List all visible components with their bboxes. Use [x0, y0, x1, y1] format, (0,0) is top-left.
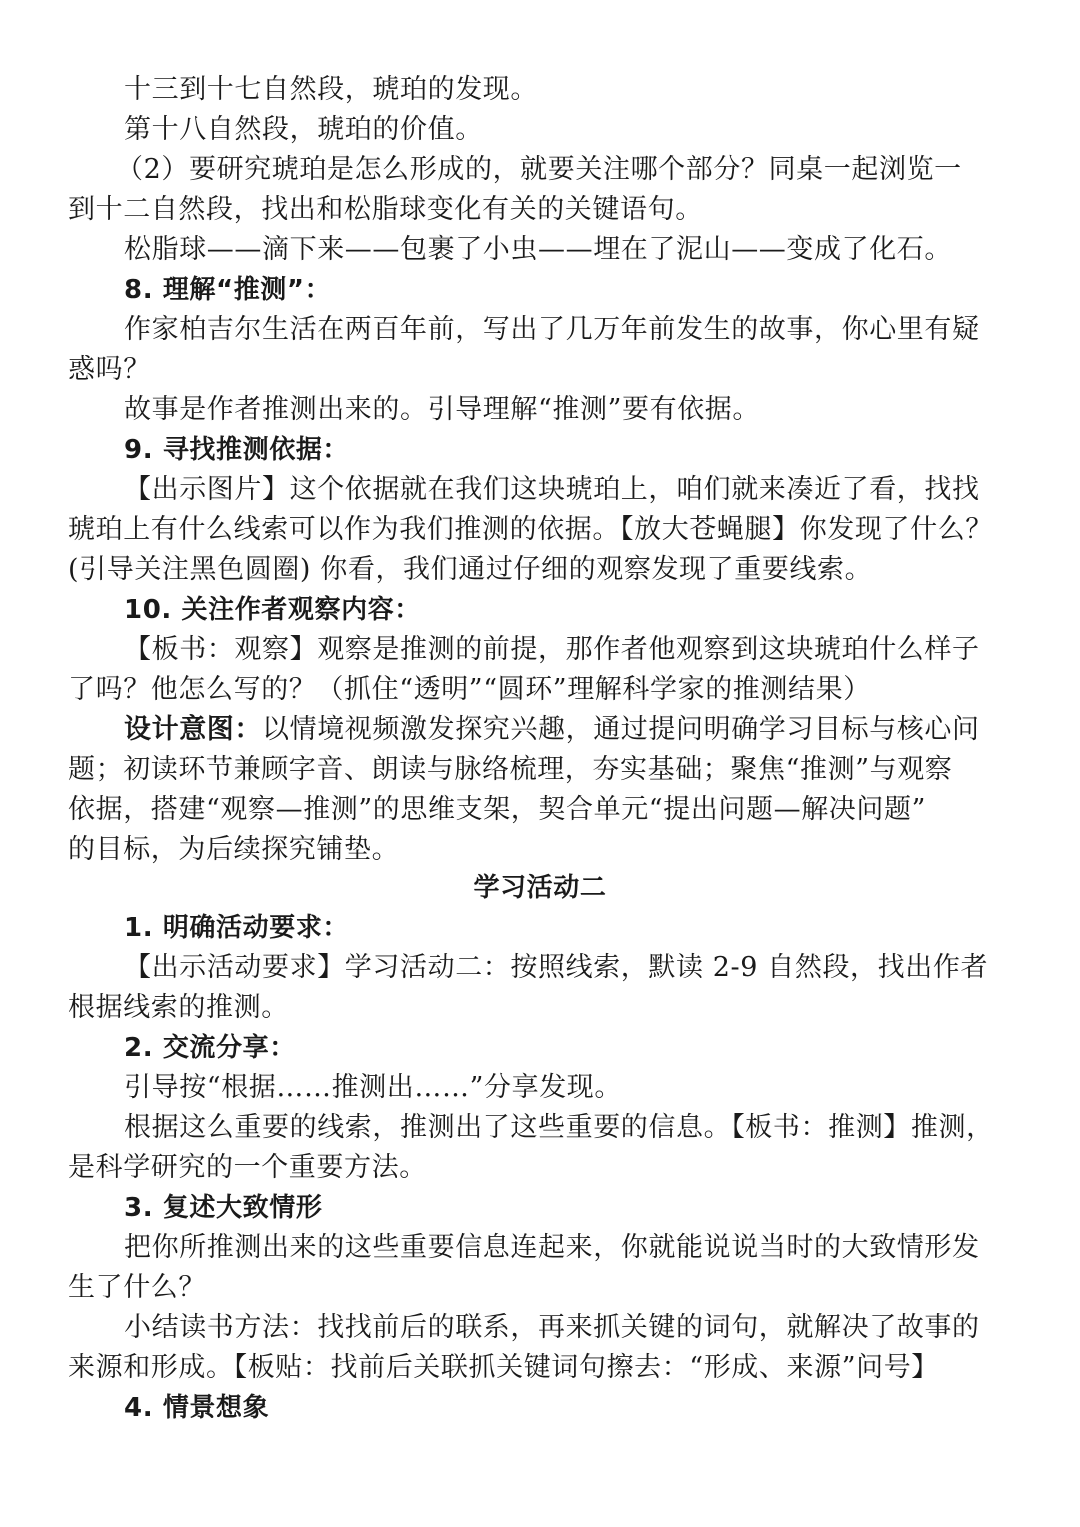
text-line: 把你所推测出来的这些重要信息连起来，你就能说说当时的大致情形发	[124, 1232, 980, 1263]
text-line: 松脂球——滴下来——包裹了小虫——埋在了泥山——变成了化石。	[124, 234, 952, 265]
text-line: 的目标，为后续探究铺垫。	[68, 834, 400, 865]
text-line: 作家柏吉尔生活在两百年前，写出了几万年前发生的故事，你心里有疑	[124, 314, 980, 345]
design-intent-line	[124, 710, 1024, 750]
text-line: 第十八自然段，琥珀的价值。	[124, 114, 483, 145]
design-intent-text: 以情境视频激发探究兴趣，通过提问明确学习目标与核心问	[262, 714, 980, 745]
text-line: （2）要研究琥珀是怎么形成的，就要关注哪个部分？同桌一起浏览一	[116, 154, 962, 185]
text-line: 【出示图片】这个依据就在我们这块琥珀上，咱们就来凑近了看，找找	[124, 474, 980, 505]
text-line: 了吗？他怎么写的？（抓住“透明”“圆环”理解科学家的推测结果）	[68, 674, 871, 705]
text-line: 惑吗？	[68, 354, 151, 385]
activity-title: 学习活动二	[473, 873, 607, 903]
text-line: 是科学研究的一个重要方法。	[68, 1152, 427, 1183]
text-line: 小结读书方法：找找前后的联系，再来抓关键的词句，就解决了故事的	[124, 1312, 980, 1343]
text-line: 根据线索的推测。	[68, 992, 289, 1023]
text-line: 生了什么？	[68, 1272, 206, 1303]
section-heading: 2. 交流分享：	[124, 1033, 296, 1063]
section-heading: 3. 复述大致情形	[124, 1193, 323, 1223]
text-line: 引导按“根据……推测出……”分享发现。	[124, 1072, 623, 1103]
text-line: 到十二自然段，找出和松脂球变化有关的关键语句。	[68, 194, 703, 225]
section-heading: 8. 理解“推测”：	[124, 275, 332, 305]
text-line: 来源和形成。【板贴：找前后关联抓关键词句擦去：“形成、来源”问号】	[68, 1352, 939, 1383]
text-line: 琥珀上有什么线索可以作为我们推测的依据。【放大苍蝇腿】你发现了什么？	[68, 514, 993, 545]
design-intent-label: 设计意图：	[124, 714, 262, 745]
text-line: 【板书：观察】观察是推测的前提，那作者他观察到这块琥珀什么样子	[124, 634, 980, 665]
section-heading: 1. 明确活动要求：	[124, 913, 350, 943]
section-heading: 10. 关注作者观察内容：	[124, 595, 421, 625]
text-line: 题；初读环节兼顾字音、朗读与脉络梳理，夯实基础；聚焦“推测”与观察	[68, 754, 953, 785]
text-line: 故事是作者推测出来的。引导理解“推测”要有依据。	[124, 394, 761, 425]
section-heading: 9. 寻找推测依据：	[124, 435, 350, 465]
text-line: 【出示活动要求】学习活动二：按照线索，默读 2-9 自然段，找出作者	[124, 952, 989, 983]
text-line: (引导关注黑色圆圈) 你看，我们通过仔细的观察发现了重要线索。	[68, 554, 873, 585]
text-line: 根据这么重要的线索，推测出了这些重要的信息。【板书：推测】推测，	[124, 1112, 994, 1143]
text-line: 十三到十七自然段，琥珀的发现。	[124, 74, 538, 105]
section-heading: 4. 情景想象	[124, 1393, 270, 1423]
text-line: 依据，搭建“观察—推测”的思维支架，契合单元“提出问题—解决问题”	[68, 794, 927, 825]
